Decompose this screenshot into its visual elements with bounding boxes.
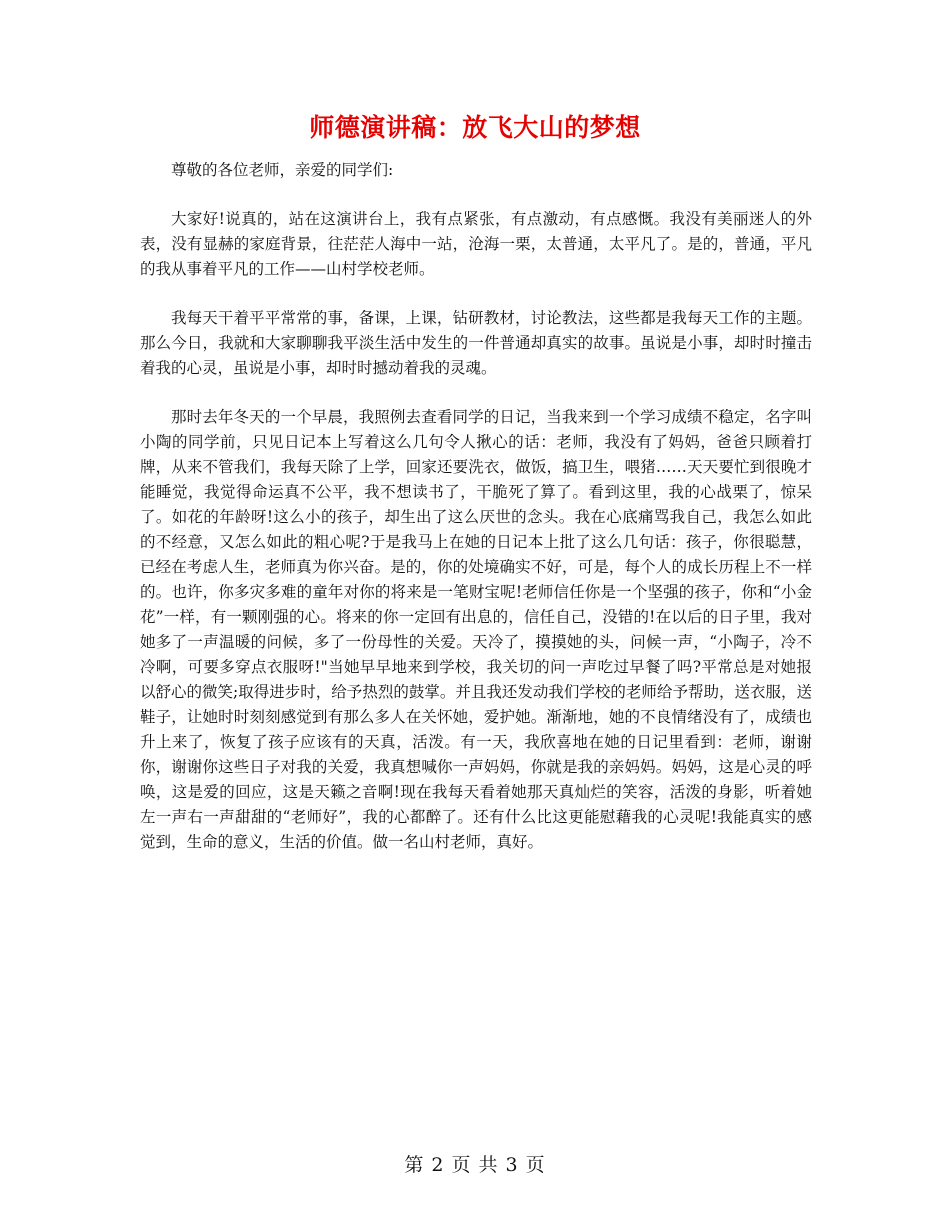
document-body (140, 158, 812, 855)
page-number-footer: 第 2 页 共 3 页 (404, 1154, 546, 1176)
salutation: 尊敬的各位老师，亲爱的同学们: (171, 161, 394, 179)
document-title: 师德演讲稿：放飞大山的梦想 (309, 113, 641, 142)
paragraph-2: 我每天干着平平常常的事，备课，上课，钻研教材，讨论教法，这些都是我每天工作的主题。那么今日，我就和大家聊聊我平淡生活中发生的一件普通却真实的故事。虽说是小事，却时时撞击着我的心灵，虽说是小事，却时时撼动着我的灵魂。 (140, 309, 812, 377)
paragraph-3: 那时去年冬天的一个早晨，我照例去查看同学的日记，当我来到一个学习成绩不稳定，名字叫小陶的同学前，只见日记本上写着这么几句令人揪心的话：老师，我没有了妈妈，爸爸只顾着打牌，从来不管我们，我每天除了上学，回家还要洗衣，做饭，搞卫生，喂猪……天天要忙到很晚才能睡觉，我觉得命运真不公平，我不想读书了，干脆死了算了。看到这里，我的心战栗了，惊呆了。如花的年龄呀!这么小的孩子，却生出了这么厌世的念头。我在心底痛骂我自己，我怎么如此的不经意，又怎么如此的粗心呢?于是我马上在她的日记本上批了这么几句话：孩子，你很聪慧，已经在考虑人生，老师真为你兴奋。是的，你的处境确实不好，可是，每个人的成长历程上不一样的。也许，你多灾多难的童年对你的将来是一笔财宝呢!老师信任你是一个坚强的孩子，你和“小金花”一样，有一颗刚强的心。将来的你一定回有出息的，信任自己，没错的!在以后的日子里，我对她多了一声温暖的问候，多了一份母性的关爱。天冷了，摸摸她的头，问候一声，“小陶子，冷不冷啊，可要多穿点衣服呀!"当她早早地来到学校，我关切的问一声吃过早餐了吗?平常总是对她报以舒心的微笑;取得进步时，给予热烈的鼓掌。并且我还发动我们学校的老师给予帮助，送衣服，送鞋子，让她时时刻刻感觉到有那么多人在关怀她，爱护她。渐渐地，她的不良情绪没有了，成绩也升上来了，恢复了孩子应该有的天真，活泼。有一天，我欣喜地在她的日记里看到：老师，谢谢你，谢谢你这些日子对我的关爱，我真想喊你一声妈妈，你就是我的亲妈妈。妈妈，这是心灵的呼唤，这是爱的回应，这是天籁之音啊!现在我每天看着她那天真灿烂的笑容，活泼的身影，听着她左一声右一声甜甜的“老师好”，我的心都醉了。还有什么比这更能慰藉我的心灵呢!我能真实的感觉到，生命的意义，生活的价值。做一名山村老师，真好。 (140, 408, 812, 851)
paragraph-1: 大家好!说真的，站在这演讲台上，我有点紧张，有点激动，有点感慨。我没有美丽迷人的外表，没有显赫的家庭背景，往茫茫人海中一站，沧海一栗，太普通，太平凡了。是的，普通，平凡的我从事着平凡的工作——山村学校老师。 (140, 210, 812, 278)
